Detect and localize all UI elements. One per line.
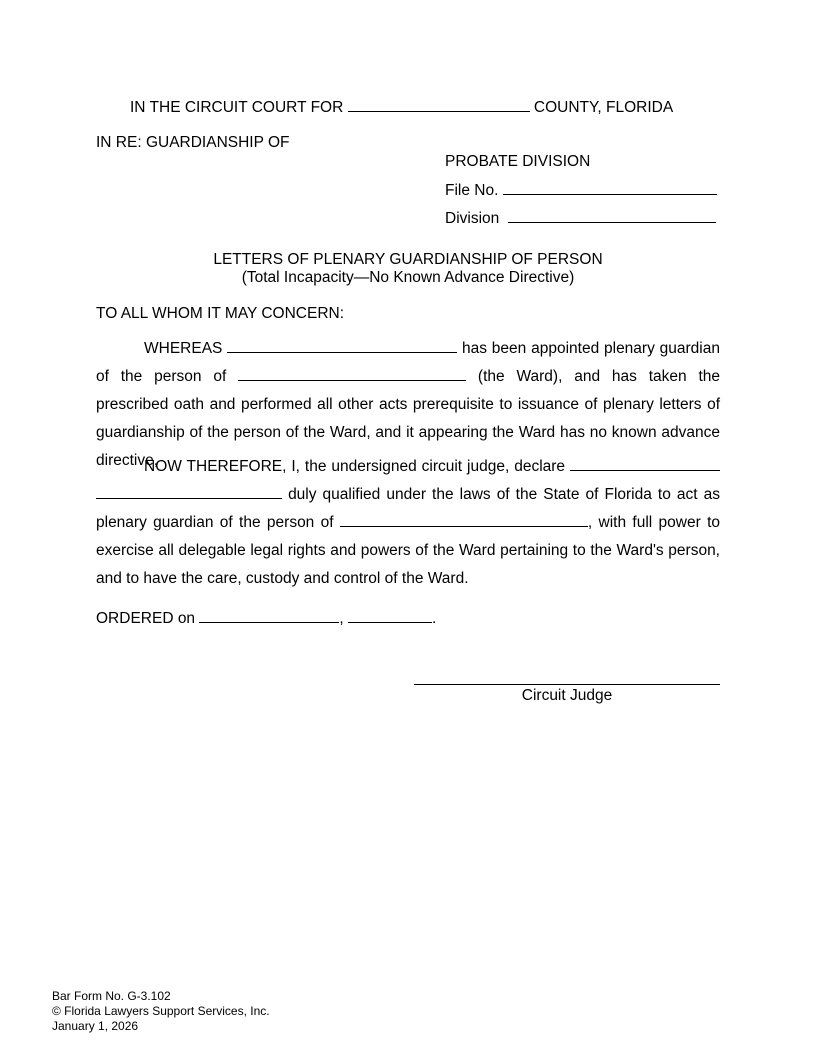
title-main: LETTERS OF PLENARY GUARDIANSHIP OF PERSON — [213, 251, 603, 268]
file-no-blank[interactable] — [503, 180, 717, 195]
ordered-label: ORDERED on — [96, 610, 196, 627]
form-number: Bar Form No. G-3.102 — [52, 989, 171, 1003]
now-therefore-text-3: , with full power to exercise all delegable legal rights and powers of the Ward pertaining to the Ward's person, and to have the care, custody and control of the Ward. — [96, 514, 720, 587]
file-no-row — [445, 180, 717, 200]
county-blank[interactable] — [348, 97, 530, 112]
ordered-year-blank[interactable] — [348, 608, 432, 623]
whereas-text-3: (the Ward), and has taken the prescribed oath and performed all other acts prerequisite to issuance of plenary letters of guardianship of the person of the Ward, and it appearing the Ward has no known advance directive, — [96, 368, 720, 469]
ward-name-blank-2[interactable] — [340, 512, 588, 527]
document-title — [96, 251, 720, 287]
now-therefore-text-2: duly qualified under the laws of the State of Florida to act as plenary guardian of the person of — [96, 486, 720, 531]
file-no-label: File No. — [445, 182, 499, 199]
ordered-date-blank[interactable] — [199, 608, 339, 623]
signature-label: Circuit Judge — [521, 687, 613, 704]
court-header — [130, 97, 673, 117]
guardian-name-blank[interactable] — [227, 338, 457, 353]
ordered-period: . — [432, 610, 437, 627]
whereas-text-2: has been appointed plenary guardian of the person of — [96, 340, 720, 385]
ward-name-blank[interactable] — [238, 366, 466, 381]
declared-guardian-blank-2[interactable] — [96, 484, 282, 499]
now-therefore-text-1: NOW THEREFORE, I, the undersigned circuit judge, declare — [144, 458, 566, 475]
whereas-text-1: WHEREAS — [144, 340, 223, 357]
title-sub: (Total Incapacity—No Known Advance Directive) — [241, 269, 575, 286]
division-row — [445, 208, 716, 228]
form-footer — [52, 989, 270, 1034]
signature-line[interactable] — [414, 684, 720, 685]
division-label: Division — [445, 210, 500, 227]
probate-division-label: PROBATE DIVISION — [445, 153, 591, 170]
salutation: TO ALL WHOM IT MAY CONCERN: — [96, 305, 345, 322]
declared-guardian-blank-1[interactable] — [570, 456, 720, 471]
court-header-prefix: IN THE CIRCUIT COURT FOR — [130, 99, 344, 116]
now-therefore-paragraph — [96, 453, 720, 593]
ordered-row — [96, 608, 436, 628]
ordered-comma: , — [339, 610, 344, 627]
form-date: January 1, 2026 — [52, 1019, 139, 1033]
division-blank[interactable] — [508, 208, 716, 223]
in-re-label: IN RE: GUARDIANSHIP OF — [96, 134, 290, 151]
court-header-suffix: COUNTY, FLORIDA — [533, 99, 674, 116]
copyright-notice: © Florida Lawyers Support Services, Inc. — [52, 1004, 270, 1018]
